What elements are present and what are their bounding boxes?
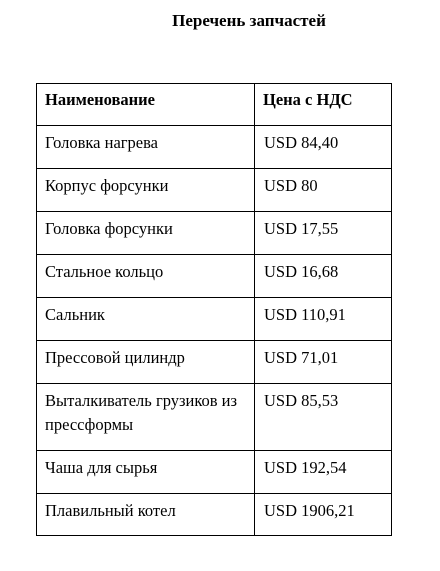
part-name-cell: Прессовой цилиндр [37,341,255,384]
part-price-cell: USD 84,40 [255,126,392,169]
part-price-cell: USD 71,01 [255,341,392,384]
document-title: Перечень запчастей [172,11,326,30]
part-name-cell: Выталкиватель грузиков из прессформы [37,384,255,451]
part-price-cell: USD 192,54 [255,451,392,494]
column-header-price: Цена с НДС [255,84,392,126]
table-row [37,341,392,384]
parts-table [36,83,392,536]
table-row [37,451,392,494]
part-price-cell: USD 85,53 [255,384,392,451]
part-price-cell: USD 110,91 [255,298,392,341]
table-row [37,212,392,255]
part-name-cell: Корпус форсунки [37,169,255,212]
table-row [37,298,392,341]
table-row [37,126,392,169]
part-name-cell: Чаша для сырья [37,451,255,494]
column-header-name: Наименование [37,84,255,126]
part-price-cell: USD 17,55 [255,212,392,255]
table-row [37,384,392,451]
part-name-cell: Сальник [37,298,255,341]
part-price-cell: USD 16,68 [255,255,392,298]
table-header-row [37,84,392,126]
part-name-cell: Стальное кольцо [37,255,255,298]
part-price-cell: USD 80 [255,169,392,212]
part-name-cell: Плавильный котел [37,494,255,536]
part-price-cell: USD 1906,21 [255,494,392,536]
table-row [37,494,392,536]
table-row [37,255,392,298]
part-name-cell: Головка нагрева [37,126,255,169]
part-name-cell: Головка форсунки [37,212,255,255]
table-row [37,169,392,212]
